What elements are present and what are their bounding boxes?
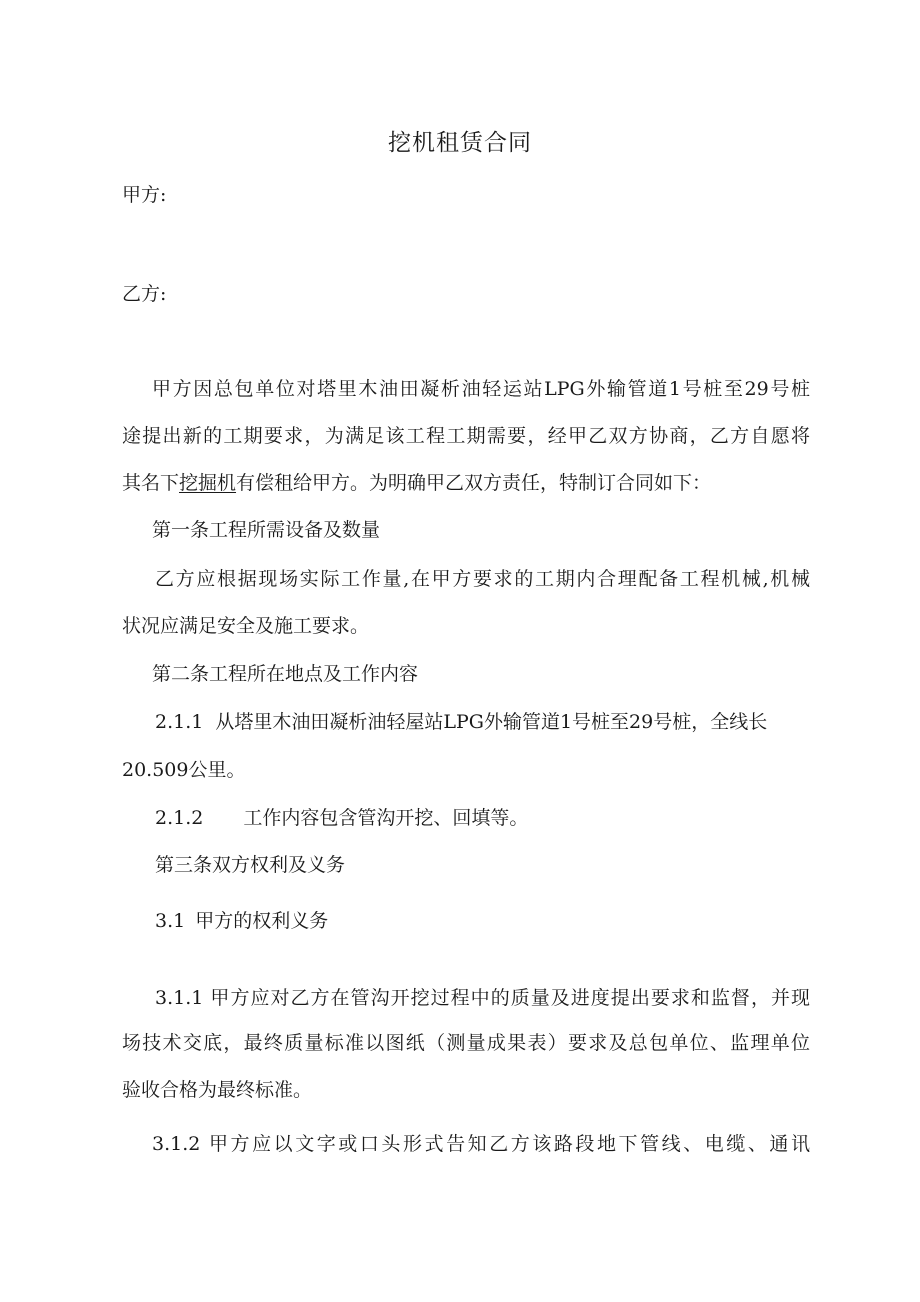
- intro-line-3-after: 有偿租给甲方。为明确甲乙双方责任，特制订合同如下：: [236, 472, 712, 494]
- item-text: 甲方应以文字或口头形式告知乙方该路段地下管线、电缆、通讯: [208, 1133, 810, 1155]
- article-1-line-1: 乙方应根据现场实际工作量,在甲方要求的工期内合理配备工程机械,机械: [155, 568, 810, 590]
- article-3-item-1-line-1: [155, 986, 810, 1010]
- document-title: 挖机租赁合同: [388, 130, 532, 156]
- article-3-heading: 第三条双方权利及义务: [155, 854, 346, 876]
- party-b-label: 乙方:: [122, 283, 167, 305]
- excavator-term: 挖掘机: [179, 472, 237, 494]
- article-3-item-2-line-1: [152, 1132, 810, 1156]
- section-number: 3.1: [155, 910, 186, 932]
- article-3-item-1-line-2: 场技术交底，最终质量标准以图纸（测量成果表）要求及总包单位、监理单位: [122, 1032, 810, 1054]
- item-number: 2.1.2: [155, 807, 204, 829]
- article-2-heading: 第二条工程所在地点及工作内容: [152, 663, 419, 685]
- section-3-1: [155, 909, 845, 933]
- item-number: 2.1.1: [155, 711, 204, 733]
- item-text: 从塔里木油田凝析油轻屋站LPG外输管道1号桩至29号桩，全线长: [215, 711, 768, 733]
- item-number: 3.1.1: [155, 987, 204, 1009]
- article-3-item-1-line-3: 验收合格为最终标准。: [122, 1079, 313, 1101]
- section-title: 甲方的权利义务: [195, 910, 329, 932]
- intro-line-3: [122, 471, 812, 495]
- intro-line-1: 甲方因总包单位对塔里木油田凝析油轻运站LPG外输管道1号桩至29号桩: [152, 378, 810, 400]
- article-2-item-1-line-1: [155, 710, 810, 734]
- intro-line-3-before: 其名下: [122, 472, 180, 494]
- item-text: 工作内容包含管沟开挖、回填等。: [243, 807, 529, 829]
- article-2-item-2: [155, 806, 845, 830]
- item-number: 3.1.2: [152, 1133, 201, 1155]
- item-text: 甲方应对乙方在管沟开挖过程中的质量及进度提出要求和监督，并现: [210, 987, 810, 1009]
- party-a-label: 甲方:: [122, 184, 167, 206]
- article-1-line-2: 状况应满足安全及施工要求。: [122, 615, 370, 637]
- article-1-heading: 第一条工程所需设备及数量: [152, 519, 381, 541]
- intro-line-2: 途提出新的工期要求，为满足该工程工期需要，经甲乙双方协商，乙方自愿将: [122, 425, 810, 447]
- article-2-item-1-line-2: 20.509公里。: [122, 759, 246, 781]
